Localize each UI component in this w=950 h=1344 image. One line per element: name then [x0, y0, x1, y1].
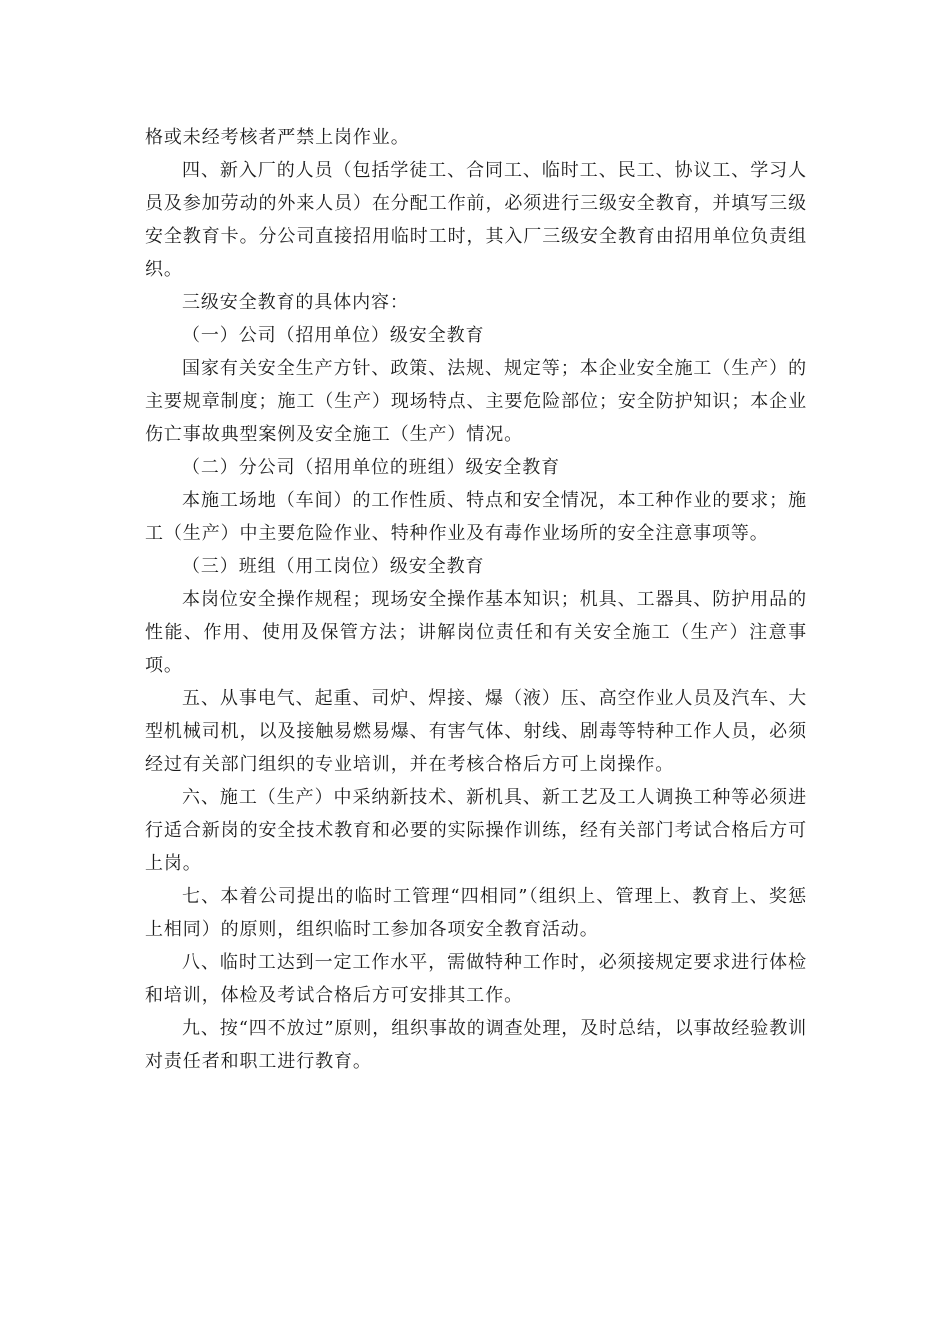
- paragraph-item-8: 八、临时工达到一定工作水平，需做特种工作时，必须接规定要求进行体检和培训，体检及考试合格后方可安排其工作。: [145, 952, 807, 1006]
- paragraph-item-4: 四、新入厂的人员（包括学徒工、合同工、临时工、民工、协议工、学习人员及参加劳动的外来人员）在分配工作前，必须进行三级安全教育，并填写三级安全教育卡。分公司直接招用临时工时，其入厂三级安全教育由招用单位负责组织。: [145, 160, 807, 280]
- paragraph-education-content-heading: 三级安全教育的具体内容：: [182, 292, 409, 313]
- paragraph-item-9: 九、按“四不放过”原则，组织事故的调查处理，及时总结，以事故经验教训对责任者和职工进行教育。: [145, 1018, 808, 1072]
- paragraph-item-5: 五、从事电气、起重、司炉、焊接、爆（液）压、高空作业人员及汽车、大型机械司机，以及接触易燃易爆、有害气体、射线、剧毒等特种工作人员，必须经过有关部门组织的专业培训，并在考核合格后方可上岗操作。: [145, 688, 807, 775]
- document-body: [145, 121, 807, 1078]
- paragraph-branch-level: 本施工场地（车间）的工作性质、特点和安全情况，本工种作业的要求；施工（生产）中主要危险作业、特种作业及有毒作业场所的安全注意事项等。: [145, 490, 807, 544]
- paragraph-item-7: 七、本着公司提出的临时工管理“四相同”（组织上、管理上、教育上、奖惩上相同）的原则，组织临时工参加各项安全教育活动。: [145, 886, 807, 940]
- paragraph-company-level: 国家有关安全生产方针、政策、法规、规定等；本企业安全施工（生产）的主要规章制度；施工（生产）现场特点、主要危险部位；安全防护知识；本企业伤亡事故典型案例及安全施工（生产）情况。: [145, 358, 807, 445]
- subheading-company-level: （一）公司（招用单位）级安全教育: [182, 325, 485, 346]
- paragraph-team-level: 本岗位安全操作规程；现场安全操作基本知识；机具、工器具、防护用品的性能、作用、使用及保管方法；讲解岗位责任和有关安全施工（生产）注意事项。: [145, 589, 807, 676]
- paragraph-item-6: 六、施工（生产）中采纳新技术、新机具、新工艺及工人调换工种等必须进行适合新岗的安全技术教育和必要的实际操作训练，经有关部门考试合格后方可上岗。: [145, 787, 807, 874]
- subheading-branch-level: （二）分公司（招用单位的班组）级安全教育: [182, 457, 560, 478]
- paragraph-continuation: 格或未经考核者严禁上岗作业。: [145, 127, 410, 148]
- subheading-team-level: （三）班组（用工岗位）级安全教育: [182, 556, 485, 577]
